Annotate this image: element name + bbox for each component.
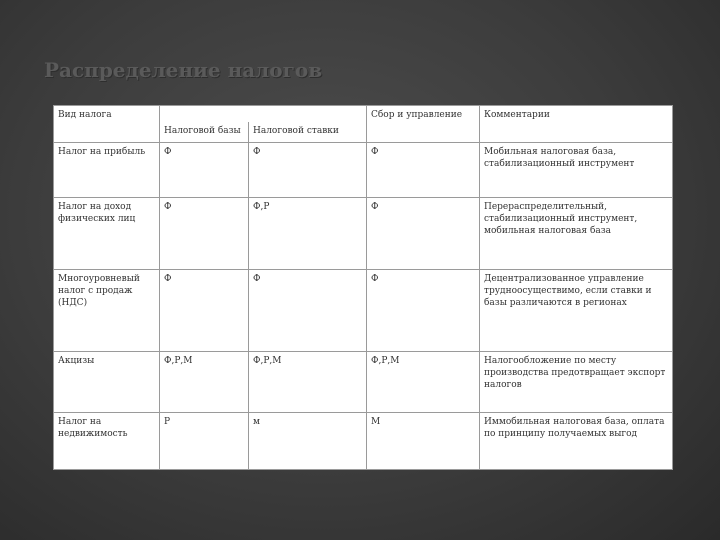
table-row — [54, 197, 673, 269]
cell-base: Р — [160, 412, 249, 469]
header-collection: Сбор и управление — [367, 106, 480, 143]
cell-rate: Ф — [249, 142, 367, 197]
header-tax-type: Вид налога — [54, 106, 160, 143]
cell-base: Ф — [160, 197, 249, 269]
cell-base: Ф — [160, 142, 249, 197]
cell-collection: Ф — [367, 269, 480, 351]
cell-rate: Ф — [249, 269, 367, 351]
cell-rate: Ф,Р,М — [249, 351, 367, 412]
slide-title: Распределение налогов — [44, 58, 323, 82]
tax-distribution-table — [53, 105, 673, 470]
cell-collection: Ф,Р,М — [367, 351, 480, 412]
cell-comment: Мобильная налоговая база, стабилизационный инструмент — [480, 142, 673, 197]
cell-tax: Акцизы — [54, 351, 160, 412]
cell-tax: Налог на недвижимость — [54, 412, 160, 469]
cell-collection: Ф — [367, 142, 480, 197]
cell-rate: Ф,Р — [249, 197, 367, 269]
table-row — [54, 351, 673, 412]
table-row — [54, 142, 673, 197]
cell-base: Ф — [160, 269, 249, 351]
table-row — [54, 412, 673, 469]
cell-comment: Децентрализованное управление трудноосуществимо, если ставки и базы различаются в регионах — [480, 269, 673, 351]
cell-comment: Налогообложение по месту производства предотвращает экспорт налогов — [480, 351, 673, 412]
cell-tax: Налог на прибыль — [54, 142, 160, 197]
cell-tax: Налог на доход физических лиц — [54, 197, 160, 269]
cell-collection: Ф — [367, 197, 480, 269]
cell-tax: Многоуровневый налог с продаж (НДС) — [54, 269, 160, 351]
header-comments: Комментарии — [480, 106, 673, 143]
cell-comment: Иммобильная налоговая база, оплата по принципу получаемых выгод — [480, 412, 673, 469]
table-row — [54, 269, 673, 351]
header-row — [54, 106, 673, 122]
cell-collection: М — [367, 412, 480, 469]
header-tax-base: Налоговой базы — [160, 122, 249, 143]
header-tax-rate: Налоговой ставки — [249, 122, 367, 143]
cell-base: Ф,Р,М — [160, 351, 249, 412]
header-distribution-group — [160, 106, 367, 122]
cell-rate: м — [249, 412, 367, 469]
cell-comment: Перераспределительный, стабилизационный инструмент, мобильная налоговая база — [480, 197, 673, 269]
